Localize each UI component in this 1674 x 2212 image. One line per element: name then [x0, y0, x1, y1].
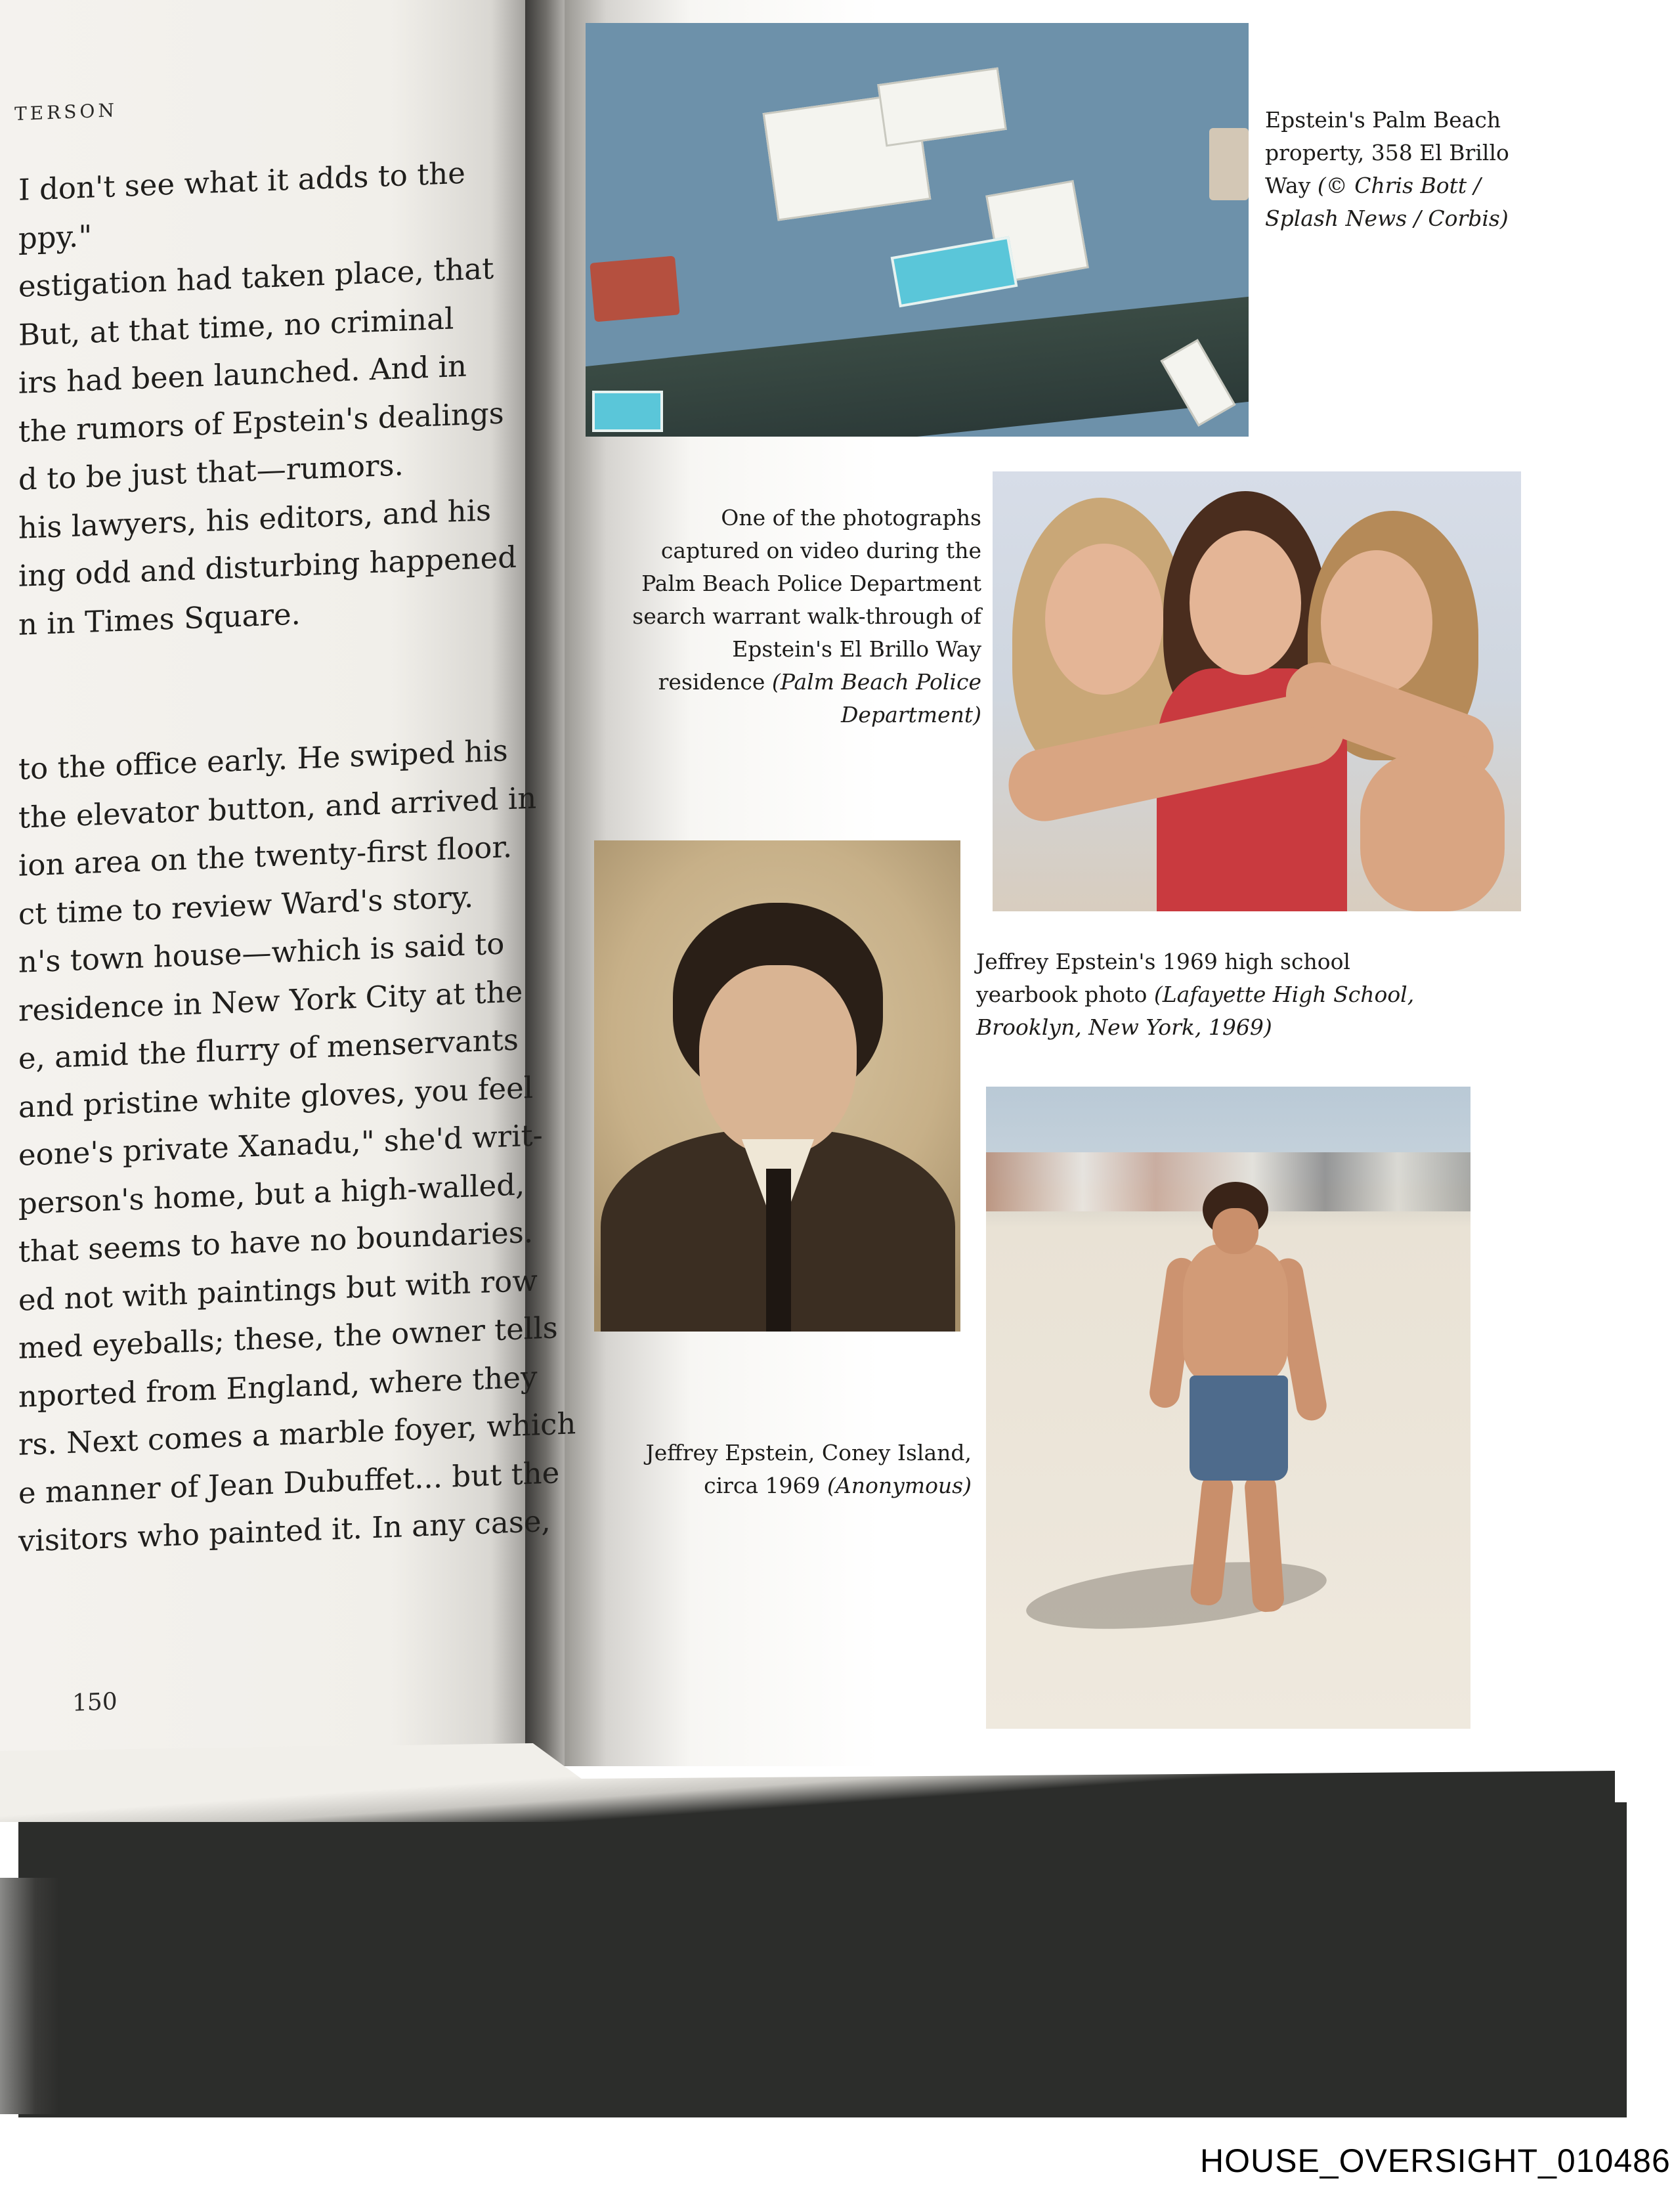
body-line: the elevator button, and arrived in	[18, 780, 537, 835]
body-line: ed not with paintings but with row	[18, 1263, 538, 1318]
body-line: nported from England, where they	[18, 1359, 538, 1414]
denim-shorts	[1190, 1376, 1288, 1481]
body-line: n in Times Square.	[18, 596, 301, 642]
waterway	[586, 297, 1249, 437]
neighbor-pool	[592, 391, 663, 432]
face	[1213, 1208, 1258, 1254]
body-line: n's town house—which is said to	[18, 926, 505, 980]
caption-text: One of the photographs captured on video during the Palm Beach Police Department search warrant walk-through of Epstein's El Brillo Way residence	[632, 505, 981, 695]
body-line: visitors who painted it. In any case,	[18, 1503, 551, 1559]
caption-text: Jeffrey Epstein, Coney Island, circa 1969	[645, 1440, 972, 1498]
pool	[891, 236, 1018, 308]
dark-background	[18, 1802, 1627, 2117]
body-line: the rumors of Epstein's dealings	[18, 395, 504, 449]
caption-text: Jeffrey Epstein's 1969 high school yearbook photo	[976, 949, 1350, 1007]
face	[1190, 531, 1301, 675]
body-line: estigation had taken place, that	[18, 251, 494, 304]
caption-credit: (© Chris Bott / Splash News / Corbis)	[1265, 173, 1509, 231]
body-line: person's home, but a high-walled,	[18, 1166, 525, 1221]
caption-yearbook	[976, 945, 1436, 1044]
body-line: e manner of Jean Dubuffet... but the	[18, 1454, 560, 1511]
page-number: 150	[72, 1688, 118, 1717]
torso	[1183, 1244, 1288, 1382]
torso	[1360, 754, 1505, 911]
yearbook-photo	[594, 840, 960, 1332]
body-line: med eyeballs; these, the owner tells	[18, 1310, 558, 1366]
body-line: and pristine white gloves, you feel	[18, 1070, 534, 1125]
body-line: d to be just that—rumors.	[18, 447, 404, 497]
coney-island-photo	[986, 1087, 1470, 1729]
body-line: irs had been launched. And in	[18, 348, 467, 401]
caption-credit: (Lafayette High School, Brooklyn, New York, 1969)	[976, 982, 1415, 1040]
caption-credit: (Anonymous)	[827, 1473, 972, 1498]
tie	[766, 1169, 791, 1332]
bates-number: HOUSE_OVERSIGHT_010486	[1200, 2142, 1671, 2179]
caption-beach	[617, 1437, 972, 1502]
neighbor-house	[1209, 128, 1249, 200]
body-line: residence in New York City at the	[18, 973, 523, 1028]
body-line: ion area on the twenty-first floor.	[18, 829, 513, 883]
aerial-property-photo	[586, 23, 1249, 437]
caption-aerial	[1265, 104, 1554, 235]
body-line: that seems to have no boundaries.	[18, 1214, 534, 1269]
body-line: eone's private Xanadu," she'd writ-	[18, 1117, 543, 1173]
caption-text: Epstein's Palm Beach property, 358 El Brillo Way	[1265, 107, 1509, 198]
left-page-text	[0, 0, 576, 1773]
page-edge-shadow	[0, 1878, 59, 2114]
body-line: ing odd and disturbing happened	[18, 539, 517, 594]
body-line: rs. Next comes a marble foyer, which	[18, 1406, 576, 1462]
body-line: But, at that time, no criminal	[18, 300, 454, 353]
caption-credit: (Palm Beach Police Department)	[771, 669, 981, 727]
body-line: ppy."	[18, 218, 93, 256]
caption-girls	[624, 502, 981, 731]
body-line: ct time to review Ward's story.	[18, 878, 474, 932]
face	[699, 965, 857, 1156]
body-line: e, amid the flurry of menservants	[18, 1022, 519, 1076]
face	[1045, 544, 1163, 695]
house-wing	[877, 68, 1007, 147]
running-head: TERSON	[14, 99, 118, 125]
body-line: I don't see what it adds to the	[18, 155, 465, 207]
three-girls-photo	[993, 471, 1521, 911]
body-line: to the office early. He swiped his	[18, 733, 508, 787]
body-line: his lawyers, his editors, and his	[18, 492, 492, 546]
neighbor-roof	[590, 256, 679, 322]
